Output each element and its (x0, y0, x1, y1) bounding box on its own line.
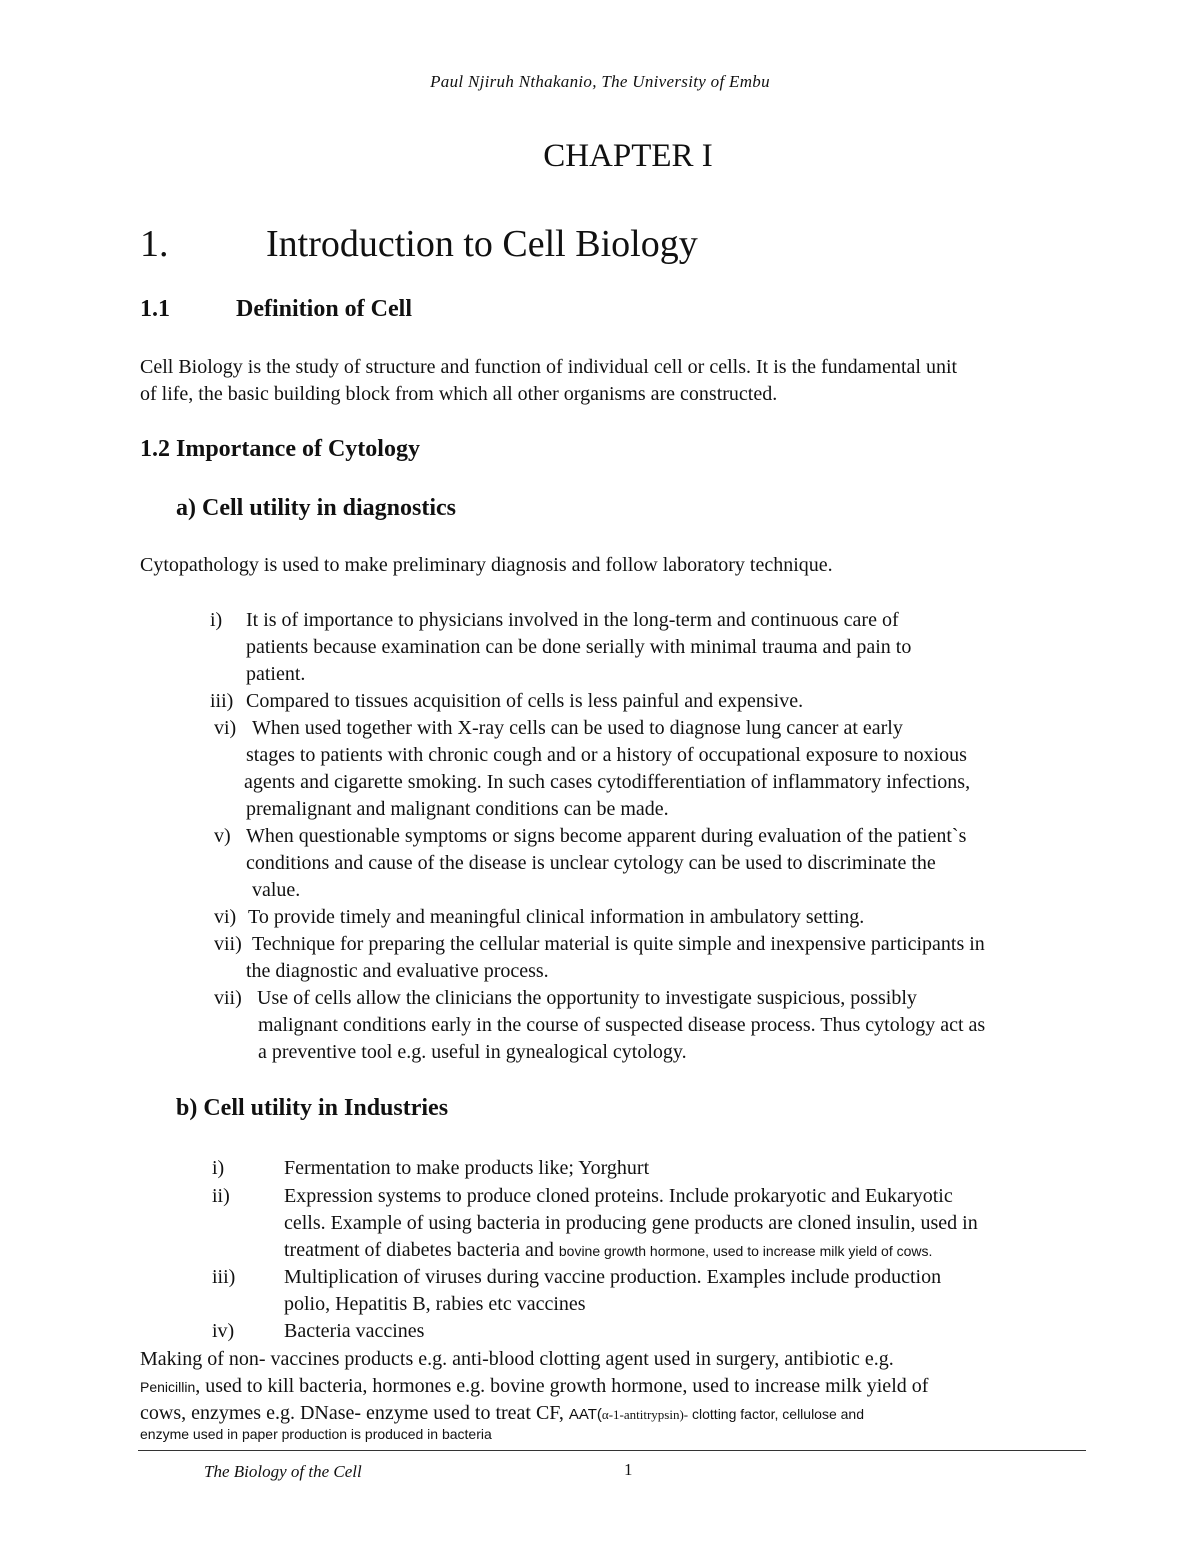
title-number: 1. (140, 223, 169, 265)
chapter-label: CHAPTER I (543, 138, 713, 174)
list-marker: vii) (214, 933, 242, 955)
list-marker: vi) (214, 906, 237, 928)
list-marker: vii) (214, 987, 242, 1009)
list-marker: i) (212, 1157, 225, 1179)
list-marker: v) (214, 825, 231, 847)
list-item-line: patient. (246, 663, 306, 685)
list-item-line: stages to patients with chronic cough and or a history of occupational exposure to noxious (246, 744, 967, 766)
text-run-small: clotting factor, cellulose and (688, 1406, 865, 1422)
text-run-small: bovine growth hormone, used to increase milk yield of cows. (558, 1243, 933, 1259)
list-item-line: Bacteria vaccines (284, 1320, 425, 1342)
list-item-line: Multiplication of viruses during vaccine production. Examples include production (284, 1266, 942, 1288)
list-item-line: Expression systems to produce cloned proteins. Include prokaryotic and Eukaryotic (284, 1185, 953, 1207)
paragraph-line: Cell Biology is the study of structure and function of individual cell or cells. It is the fundamental unit (140, 356, 958, 378)
section-heading: 1.2 Importance of Cytology (140, 436, 420, 462)
list-marker: ii) (212, 1185, 230, 1207)
text-run-tiny: α-1-antitrypsin)- (601, 1407, 689, 1422)
list-item-line: patients because examination can be done serially with minimal trauma and pain to (246, 636, 912, 658)
footer-divider (138, 1450, 1086, 1451)
text-run-small: Penicillin (140, 1379, 196, 1395)
list-item-line (284, 1237, 932, 1265)
list-item-line: a preventive tool e.g. useful in gynealogical cytology. (258, 1041, 687, 1063)
page-title: Introduction to Cell Biology (266, 223, 698, 265)
list-item-line: malignant conditions early in the course of suspected disease process. Thus cytology act as (258, 1014, 986, 1036)
list-item-line: conditions and cause of the disease is unclear cytology can be used to discriminate the (246, 852, 936, 874)
list-item-line: the diagnostic and evaluative process. (246, 960, 549, 982)
paragraph-line (140, 1426, 492, 1444)
subsection-heading: b) Cell utility in Industries (176, 1095, 449, 1121)
list-marker: iii) (210, 690, 234, 712)
text-run: treatment of diabetes bacteria and (284, 1239, 559, 1261)
list-marker: vi) (214, 717, 237, 739)
list-item-line: Compared to tissues acquisition of cells is less painful and expensive. (246, 690, 804, 712)
list-item-line: agents and cigarette smoking. In such cases cytodifferentiation of inflammatory infections, (244, 771, 971, 793)
list-marker: iii) (212, 1266, 236, 1288)
paragraph-line: Cytopathology is used to make preliminary diagnosis and follow laboratory technique. (140, 554, 833, 576)
subsection-heading: a) Cell utility in diagnostics (176, 495, 457, 521)
text-run-small: AAT( (568, 1406, 602, 1423)
page-number: 1 (624, 1460, 633, 1479)
paragraph-line (140, 1373, 928, 1401)
list-item-line: Use of cells allow the clinicians the opportunity to investigate suspicious, possibly (257, 987, 917, 1009)
list-item-line: When questionable symptoms or signs become apparent during evaluation of the patient`s (246, 825, 967, 847)
list-marker: iv) (212, 1320, 235, 1342)
paragraph-line: of life, the basic building block from which all other organisms are constructed. (140, 383, 778, 405)
section-number: 1.1 (140, 296, 170, 322)
text-run-small: enzyme used in paper production is produced in bacteria (140, 1426, 492, 1442)
list-item-line: Fermentation to make products like; Yorghurt (284, 1157, 650, 1179)
paragraph-line (140, 1400, 864, 1428)
section-heading: Definition of Cell (236, 296, 412, 322)
running-header: Paul Njiruh Nthakanio, The University of Embu (430, 72, 770, 91)
list-item-line: premalignant and malignant conditions can be made. (246, 798, 669, 820)
list-item-line: Technique for preparing the cellular material is quite simple and inexpensive participants in (252, 933, 985, 955)
list-item-line: cells. Example of using bacteria in producing gene products are cloned insulin, used in (284, 1212, 978, 1234)
footer-title: The Biology of the Cell (204, 1462, 362, 1481)
list-item-line: To provide timely and meaningful clinical information in ambulatory setting. (248, 906, 865, 928)
text-run: , used to kill bacteria, hormones e.g. bovine growth hormone, used to increase milk yield of (195, 1375, 929, 1397)
list-item-line: It is of importance to physicians involved in the long-term and continuous care of (246, 609, 899, 631)
list-item-line: value. (252, 879, 301, 901)
list-marker: i) (210, 609, 223, 631)
text-run: cows, enzymes e.g. DNase- enzyme used to treat CF, (140, 1402, 569, 1424)
list-item-line: polio, Hepatitis B, rabies etc vaccines (284, 1293, 586, 1315)
list-item-line: When used together with X-ray cells can be used to diagnose lung cancer at early (252, 717, 903, 739)
paragraph-line: Making of non- vaccines products e.g. anti-blood clotting agent used in surgery, antibiotic e.g. (140, 1348, 894, 1370)
